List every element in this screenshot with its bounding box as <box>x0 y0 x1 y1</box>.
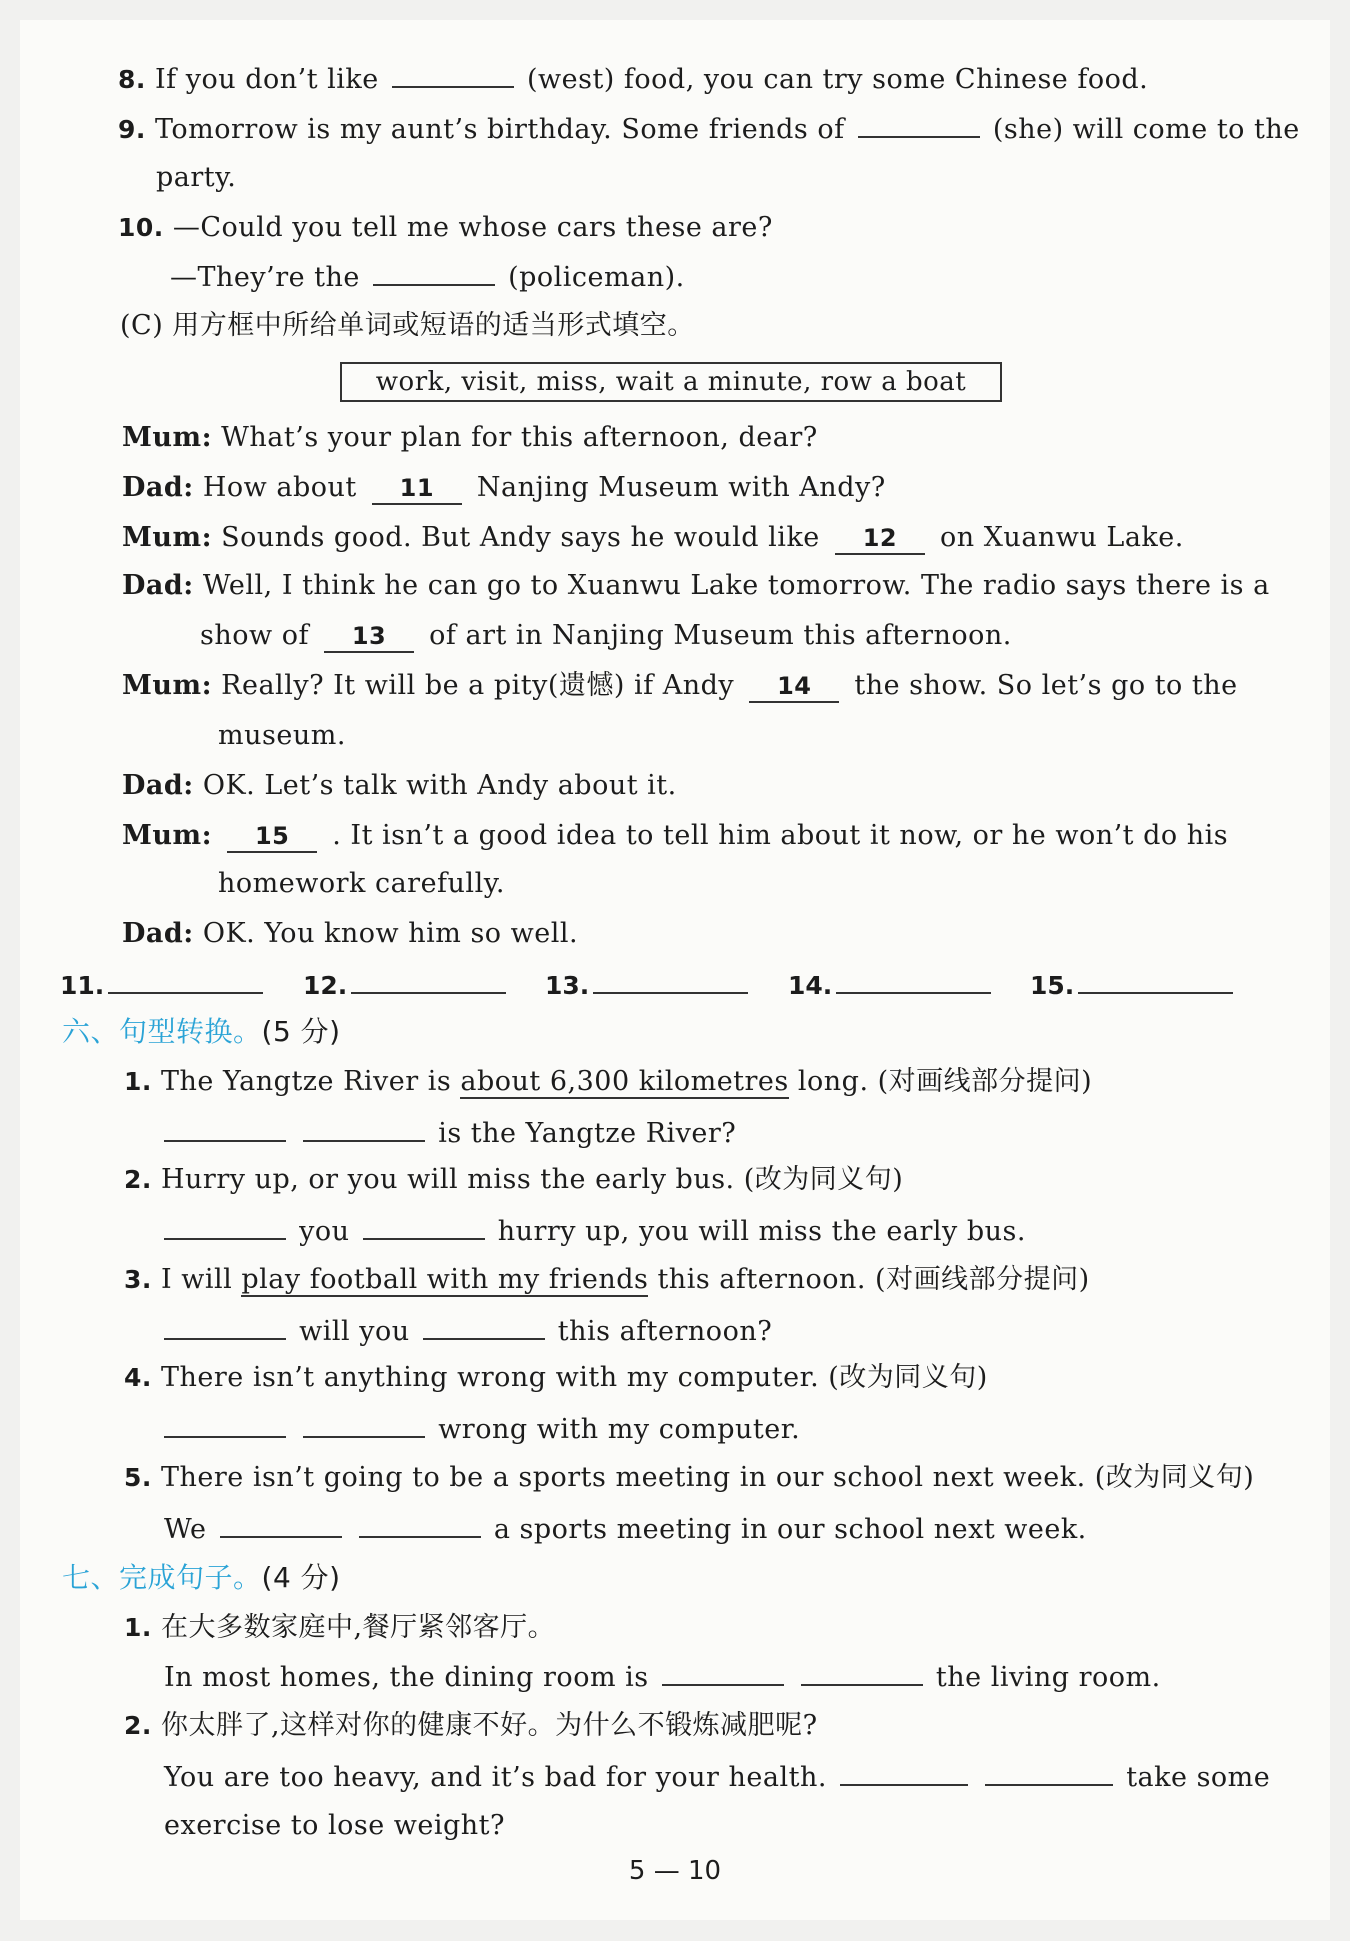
s7-answer-2 <box>164 1758 1270 1796</box>
question-text: There isn’t anything wrong with my computer. (改为同义句) <box>161 1362 988 1393</box>
answer-blank[interactable] <box>801 1658 923 1686</box>
question-text: Tomorrow is my aunt’s birthday. Some friends of <box>155 114 845 145</box>
question-text: is the Yangtze River? <box>438 1118 737 1149</box>
question-text: I will <box>161 1264 233 1295</box>
dialogue-text: the show. So let’s go to the <box>854 670 1238 701</box>
question-text: you <box>299 1216 350 1247</box>
question-text: (west) food, you can try some Chinese food. <box>526 64 1149 95</box>
answer-blank[interactable] <box>164 1114 286 1142</box>
question-number: 10. <box>118 213 164 242</box>
question-number: 2. <box>124 1165 152 1194</box>
answer-14 <box>788 966 995 1001</box>
s7-answer-2-cont: exercise to lose weight? <box>164 1810 505 1841</box>
section-points: (4 分) <box>261 1561 341 1594</box>
speaker-label: Dad: <box>122 570 194 601</box>
answer-label: 15. <box>1030 971 1075 1000</box>
dialogue-line-7 <box>122 818 1228 854</box>
answer-blank[interactable] <box>164 1312 286 1340</box>
answer-blank[interactable] <box>593 966 748 994</box>
s6-question-3 <box>124 1262 1090 1298</box>
s7-answer-1 <box>164 1658 1161 1696</box>
question-text: (policeman). <box>508 262 685 293</box>
speaker-label: Dad: <box>122 918 194 949</box>
question-text: —Could you tell me whose cars these are? <box>172 212 773 243</box>
underlined-phrase: about 6,300 kilometres <box>460 1066 789 1097</box>
question-8 <box>118 60 1148 98</box>
section-7-heading <box>62 1560 341 1596</box>
question-text: In most homes, the dining room is <box>164 1662 649 1693</box>
dialogue-text: on Xuanwu Lake. <box>939 522 1184 553</box>
answer-blank[interactable] <box>858 110 980 138</box>
answer-label: 12. <box>303 971 348 1000</box>
answer-blank[interactable] <box>373 258 495 286</box>
answer-blank[interactable] <box>164 1212 286 1240</box>
answer-blank[interactable] <box>359 1510 481 1538</box>
dialogue-line-1 <box>122 420 818 456</box>
dialogue-text: OK. Let’s talk with Andy about it. <box>202 770 677 801</box>
answer-blank[interactable] <box>363 1212 485 1240</box>
question-text: wrong with my computer. <box>438 1414 801 1445</box>
question-text: this afternoon. (对画线部分提问) <box>657 1264 1090 1295</box>
answer-blank[interactable] <box>220 1510 342 1538</box>
question-10 <box>118 210 773 246</box>
question-text: long. (对画线部分提问) <box>797 1066 1093 1097</box>
s6-question-5 <box>124 1460 1254 1496</box>
dialogue-text: How about <box>202 472 357 503</box>
answer-11 <box>60 966 267 1001</box>
answer-blank[interactable] <box>836 966 991 994</box>
dialogue-text: . It isn’t a good idea to tell him about it now, or he won’t do his <box>332 820 1229 851</box>
dialogue-line-7-cont: homework carefully. <box>218 868 505 899</box>
dialogue-text: Sounds good. But Andy says he would like <box>221 522 820 553</box>
question-number: 3. <box>124 1265 152 1294</box>
question-number: 5. <box>124 1463 152 1492</box>
s6-question-4 <box>124 1360 988 1396</box>
numbered-blank[interactable]: 12 <box>835 523 925 555</box>
s6-answer-3 <box>160 1312 772 1350</box>
answer-label: 14. <box>788 971 833 1000</box>
dialogue-text: What’s your plan for this afternoon, dear? <box>221 422 818 453</box>
answer-blank[interactable] <box>985 1758 1113 1786</box>
answer-blank[interactable] <box>423 1312 545 1340</box>
s6-answer-1 <box>160 1114 736 1152</box>
dialogue-line-3 <box>122 520 1184 556</box>
answer-blank[interactable] <box>303 1410 425 1438</box>
dialogue-text: OK. You know him so well. <box>202 918 579 949</box>
speaker-label: Mum: <box>122 820 213 851</box>
answer-blank[interactable] <box>108 966 263 994</box>
question-number: 1. <box>124 1067 152 1096</box>
answer-13 <box>545 966 752 1001</box>
s7-question-2 <box>124 1708 818 1744</box>
underlined-phrase: play football with my friends <box>241 1264 649 1295</box>
speaker-label: Dad: <box>122 472 194 503</box>
question-text: —They’re the <box>170 262 360 293</box>
section-title: 七、完成句子。 <box>62 1561 262 1594</box>
question-number: 2. <box>124 1711 152 1740</box>
s6-answer-5 <box>164 1510 1087 1548</box>
question-number: 4. <box>124 1363 152 1392</box>
dialogue-text: Well, I think he can go to Xuanwu Lake tomorrow. The radio says there is a <box>202 570 1270 601</box>
question-text: take some <box>1126 1762 1271 1793</box>
question-text: Hurry up, or you will miss the early bus. (改为同义句) <box>161 1164 904 1195</box>
section-points: (5 分) <box>261 1015 341 1048</box>
section-title: 六、句型转换。 <box>62 1015 262 1048</box>
dialogue-line-5 <box>122 668 1238 704</box>
answer-blank[interactable] <box>351 966 506 994</box>
part-c-instruction: (C) 用方框中所给单词或短语的适当形式填空。 <box>120 310 695 341</box>
dialogue-line-4 <box>122 568 1270 604</box>
question-text: There isn’t going to be a sports meeting in our school next week. (改为同义句) <box>161 1462 1255 1493</box>
dialogue-line-8 <box>122 916 578 952</box>
answer-blank[interactable] <box>1078 966 1233 994</box>
s6-question-2 <box>124 1162 903 1198</box>
s6-question-1 <box>124 1064 1092 1100</box>
question-text: 你太胖了,这样对你的健康不好。为什么不锻炼减肥呢? <box>161 1710 818 1741</box>
speaker-label: Mum: <box>122 670 213 701</box>
question-9-cont: party. <box>156 162 237 193</box>
question-text: If you don’t like <box>155 64 379 95</box>
speaker-label: Mum: <box>122 422 213 453</box>
dialogue-line-5-cont: museum. <box>218 720 346 751</box>
numbered-blank[interactable]: 13 <box>324 621 414 653</box>
section-6-heading <box>62 1014 341 1050</box>
dialogue-text: of art in Nanjing Museum this afternoon. <box>429 620 1012 651</box>
dialogue-line-4-cont <box>200 618 1012 654</box>
answer-label: 13. <box>545 971 590 1000</box>
s6-answer-4 <box>160 1410 800 1448</box>
answer-12 <box>303 966 510 1001</box>
question-text: hurry up, you will miss the early bus. <box>497 1216 1026 1247</box>
speaker-label: Mum: <box>122 522 213 553</box>
question-text: this afternoon? <box>557 1316 773 1347</box>
s7-question-1 <box>124 1610 555 1646</box>
question-number: 8. <box>118 65 146 94</box>
answer-blank[interactable] <box>164 1410 286 1438</box>
question-text: the living room. <box>935 1662 1161 1693</box>
question-text: The Yangtze River is <box>161 1066 452 1097</box>
question-number: 9. <box>118 115 146 144</box>
dialogue-text: Really? It will be a pity(遗憾) if Andy <box>221 670 735 701</box>
dialogue-text: show of <box>200 620 309 651</box>
dialogue-line-6 <box>122 768 677 804</box>
answer-blank[interactable] <box>303 1114 425 1142</box>
word-box: work, visit, miss, wait a minute, row a boat <box>340 362 1002 402</box>
question-text: We <box>164 1514 207 1545</box>
speaker-label: Dad: <box>122 770 194 801</box>
question-text: a sports meeting in our school next week. <box>493 1514 1087 1545</box>
dialogue-text: Nanjing Museum with Andy? <box>476 472 886 503</box>
answer-blank[interactable] <box>392 60 514 88</box>
numbered-blank[interactable]: 11 <box>372 473 462 505</box>
question-9 <box>118 110 1300 148</box>
page-number: 5 — 10 <box>628 1856 722 1886</box>
numbered-blank[interactable]: 15 <box>227 821 317 853</box>
numbered-blank[interactable]: 14 <box>749 671 839 703</box>
answer-label: 11. <box>60 971 105 1000</box>
question-text: will you <box>299 1316 410 1347</box>
s6-answer-2 <box>160 1212 1026 1250</box>
question-10-answer <box>170 258 685 296</box>
question-text: (she) will come to the <box>992 114 1300 145</box>
question-text: You are too heavy, and it’s bad for your health. <box>164 1762 827 1793</box>
answer-15 <box>1030 966 1237 1001</box>
answer-blank[interactable] <box>662 1658 784 1686</box>
answer-blank[interactable] <box>840 1758 968 1786</box>
question-number: 1. <box>124 1613 152 1642</box>
dialogue-line-2 <box>122 470 886 506</box>
question-text: 在大多数家庭中,餐厅紧邻客厅。 <box>161 1612 556 1643</box>
